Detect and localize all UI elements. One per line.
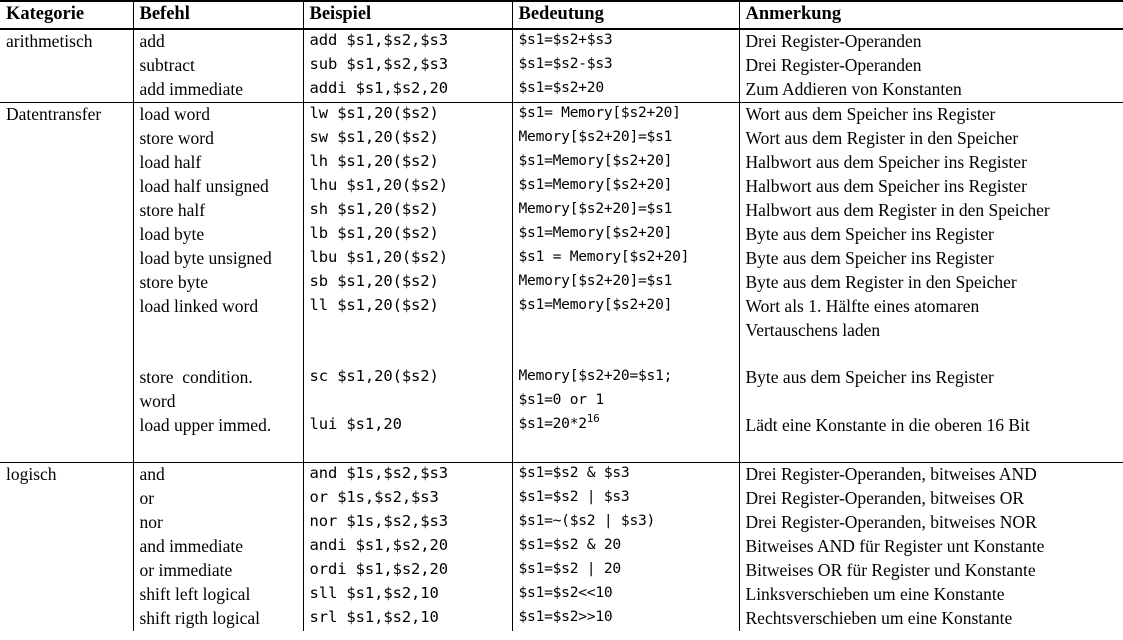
table-row bbox=[0, 103, 1123, 128]
anmerkung-cell: Byte aus dem Speicher ins Register bbox=[739, 247, 1123, 271]
table-row bbox=[0, 414, 1123, 438]
spacer-row bbox=[0, 438, 1123, 463]
anmerkung-cell: Drei Register-Operanden, bitweises AND bbox=[739, 463, 1123, 488]
table-row bbox=[0, 247, 1123, 271]
beispiel-cell: sll $s1,$s2,10 bbox=[303, 583, 512, 607]
befehl-cell: add bbox=[133, 29, 303, 54]
table-row bbox=[0, 295, 1123, 342]
befehl-cell: subtract bbox=[133, 54, 303, 78]
befehl-cell: and bbox=[133, 463, 303, 488]
befehl-cell: or bbox=[133, 487, 303, 511]
anmerkung-cell: Byte aus dem Speicher ins Register bbox=[739, 366, 1123, 390]
anmerkung-cell bbox=[739, 295, 1123, 342]
anmerkung-cell: Halbwort aus dem Speicher ins Register bbox=[739, 151, 1123, 175]
beispiel-cell: srl $s1,$s2,10 bbox=[303, 607, 512, 631]
table-row bbox=[0, 559, 1123, 583]
anmerkung-cell: Linksverschieben um eine Konstante bbox=[739, 583, 1123, 607]
anmerkung-line-2: Vertauschens laden bbox=[745, 319, 881, 340]
spacer-cell bbox=[303, 438, 512, 463]
bedeutung-cell: $s1=Memory[$s2+20] bbox=[512, 295, 739, 342]
bedeutung-cell: $s1=$s2-$s3 bbox=[512, 54, 739, 78]
beispiel-cell: ll $s1,20($s2) bbox=[303, 295, 512, 342]
bedeutung-cell-cont: $s1=0 or 1 bbox=[512, 390, 739, 414]
befehl-cell: store byte bbox=[133, 271, 303, 295]
befehl-cell: store half bbox=[133, 199, 303, 223]
befehl-cell: load half bbox=[133, 151, 303, 175]
befehl-cell: store word bbox=[133, 127, 303, 151]
beispiel-cell: lb $s1,20($s2) bbox=[303, 223, 512, 247]
column-header-befehl: Befehl bbox=[133, 1, 303, 29]
column-header-kategorie: Kategorie bbox=[0, 1, 133, 29]
beispiel-cell: and $1s,$s2,$s3 bbox=[303, 463, 512, 488]
beispiel-cell: lw $s1,20($s2) bbox=[303, 103, 512, 128]
category-cell-datentransfer: Datentransfer bbox=[0, 103, 133, 463]
category-cell-logisch: logisch bbox=[0, 463, 133, 632]
beispiel-cell: sc $s1,20($s2) bbox=[303, 366, 512, 390]
bedeutung-cell: $s1=$s2 | $s3 bbox=[512, 487, 739, 511]
befehl-cell: load word bbox=[133, 103, 303, 128]
bedeutung-cell: $s1= Memory[$s2+20] bbox=[512, 103, 739, 128]
table-body bbox=[0, 29, 1123, 631]
bedeutung-cell: $s1 = Memory[$s2+20] bbox=[512, 247, 739, 271]
anmerkung-cell: Bitweises AND für Register unt Konstante bbox=[739, 535, 1123, 559]
table-row bbox=[0, 271, 1123, 295]
beispiel-cell: sub $s1,$s2,$s3 bbox=[303, 54, 512, 78]
anmerkung-cell: Rechtsverschieben um eine Konstante bbox=[739, 607, 1123, 631]
column-header-beispiel: Beispiel bbox=[303, 1, 512, 29]
bedeutung-cell: $s1=$s2+20 bbox=[512, 78, 739, 103]
beispiel-cell: lhu $s1,20($s2) bbox=[303, 175, 512, 199]
beispiel-cell: sb $s1,20($s2) bbox=[303, 271, 512, 295]
beispiel-cell: add $s1,$s2,$s3 bbox=[303, 29, 512, 54]
table-row bbox=[0, 366, 1123, 390]
bedeutung-cell: $s1=~($s2 | $s3) bbox=[512, 511, 739, 535]
befehl-cell: and immediate bbox=[133, 535, 303, 559]
beispiel-cell: or $1s,$s2,$s3 bbox=[303, 487, 512, 511]
bedeutung-cell: $s1=$s2>>10 bbox=[512, 607, 739, 631]
anmerkung-cell: Byte aus dem Register in den Speicher bbox=[739, 271, 1123, 295]
spacer-cell bbox=[739, 438, 1123, 463]
befehl-cell: load upper immed. bbox=[133, 414, 303, 438]
table-row bbox=[0, 487, 1123, 511]
spacer-cell bbox=[512, 342, 739, 366]
anmerkung-cell: Drei Register-Operanden, bitweises NOR bbox=[739, 511, 1123, 535]
beispiel-cell: nor $1s,$s2,$s3 bbox=[303, 511, 512, 535]
bedeutung-cell: $s1=Memory[$s2+20] bbox=[512, 175, 739, 199]
bedeutung-cell: $s1=$s2 & 20 bbox=[512, 535, 739, 559]
table-row bbox=[0, 463, 1123, 488]
bedeutung-cell bbox=[512, 414, 739, 438]
table-row bbox=[0, 199, 1123, 223]
anmerkung-cell: Drei Register-Operanden, bitweises OR bbox=[739, 487, 1123, 511]
anmerkung-cell: Zum Addieren von Konstanten bbox=[739, 78, 1123, 103]
spacer-cell bbox=[133, 342, 303, 366]
table-row bbox=[0, 29, 1123, 54]
bedeutung-base: $s1=20*2 bbox=[518, 415, 587, 433]
beispiel-cell: lui $s1,20 bbox=[303, 414, 512, 438]
table-row bbox=[0, 583, 1123, 607]
beispiel-cell-cont bbox=[303, 390, 512, 414]
beispiel-cell: ordi $s1,$s2,20 bbox=[303, 559, 512, 583]
anmerkung-cell: Drei Register-Operanden bbox=[739, 29, 1123, 54]
befehl-cell: nor bbox=[133, 511, 303, 535]
table-row bbox=[0, 511, 1123, 535]
befehl-cell: load half unsigned bbox=[133, 175, 303, 199]
anmerkung-cell: Halbwort aus dem Register in den Speicher bbox=[739, 199, 1123, 223]
table-row bbox=[0, 78, 1123, 103]
table-header bbox=[0, 1, 1123, 29]
anmerkung-cell: Lädt eine Konstante in die oberen 16 Bit bbox=[739, 414, 1123, 438]
beispiel-cell: sh $s1,20($s2) bbox=[303, 199, 512, 223]
anmerkung-cell: Wort aus dem Register in den Speicher bbox=[739, 127, 1123, 151]
spacer-cell bbox=[739, 342, 1123, 366]
beispiel-cell: andi $s1,$s2,20 bbox=[303, 535, 512, 559]
spacer-cell bbox=[512, 438, 739, 463]
anmerkung-cell: Byte aus dem Speicher ins Register bbox=[739, 223, 1123, 247]
column-header-bedeutung: Bedeutung bbox=[512, 1, 739, 29]
table-row bbox=[0, 535, 1123, 559]
bedeutung-exponent: 16 bbox=[586, 412, 600, 426]
befehl-cell: load byte unsigned bbox=[133, 247, 303, 271]
beispiel-cell: lh $s1,20($s2) bbox=[303, 151, 512, 175]
bedeutung-cell: $s1=$s2 & $s3 bbox=[512, 463, 739, 488]
table-row bbox=[0, 223, 1123, 247]
anmerkung-cell: Halbwort aus dem Speicher ins Register bbox=[739, 175, 1123, 199]
bedeutung-cell: Memory[$s2+20]=$s1 bbox=[512, 271, 739, 295]
befehl-cell: shift left logical bbox=[133, 583, 303, 607]
anmerkung-cell: Bitweises OR für Register und Konstante bbox=[739, 559, 1123, 583]
table-row bbox=[0, 54, 1123, 78]
spacer-row bbox=[0, 342, 1123, 366]
column-header-anmerkung: Anmerkung bbox=[739, 1, 1123, 29]
befehl-cell: load byte bbox=[133, 223, 303, 247]
befehl-cell-cont: word bbox=[133, 390, 303, 414]
bedeutung-cell: $s1=Memory[$s2+20] bbox=[512, 151, 739, 175]
bedeutung-cell: Memory[$s2+20]=$s1 bbox=[512, 127, 739, 151]
category-cell-arithmetisch: arithmetisch bbox=[0, 29, 133, 103]
bedeutung-cell: $s1=$s2 | 20 bbox=[512, 559, 739, 583]
bedeutung-cell: Memory[$s2+20=$s1; bbox=[512, 366, 739, 390]
table-row bbox=[0, 390, 1123, 414]
befehl-cell: store condition. bbox=[133, 366, 303, 390]
befehl-cell: shift rigth logical bbox=[133, 607, 303, 631]
bedeutung-cell: $s1=$s2<<10 bbox=[512, 583, 739, 607]
anmerkung-cell-cont bbox=[739, 390, 1123, 414]
table-row bbox=[0, 127, 1123, 151]
befehl-cell: add immediate bbox=[133, 78, 303, 103]
bedeutung-cell: $s1=$s2+$s3 bbox=[512, 29, 739, 54]
bedeutung-cell: Memory[$s2+20]=$s1 bbox=[512, 199, 739, 223]
befehl-cell: load linked word bbox=[133, 295, 303, 342]
beispiel-cell: sw $s1,20($s2) bbox=[303, 127, 512, 151]
bedeutung-cell: $s1=Memory[$s2+20] bbox=[512, 223, 739, 247]
table-row bbox=[0, 151, 1123, 175]
anmerkung-cell: Wort aus dem Speicher ins Register bbox=[739, 103, 1123, 128]
anmerkung-line-1: Wort als 1. Hälfte eines atomaren bbox=[745, 296, 980, 317]
spacer-cell bbox=[303, 342, 512, 366]
table-row bbox=[0, 607, 1123, 631]
spacer-cell bbox=[133, 438, 303, 463]
beispiel-cell: lbu $s1,20($s2) bbox=[303, 247, 512, 271]
befehl-cell: or immediate bbox=[133, 559, 303, 583]
table-row bbox=[0, 175, 1123, 199]
anmerkung-cell: Drei Register-Operanden bbox=[739, 54, 1123, 78]
beispiel-cell: addi $s1,$s2,20 bbox=[303, 78, 512, 103]
